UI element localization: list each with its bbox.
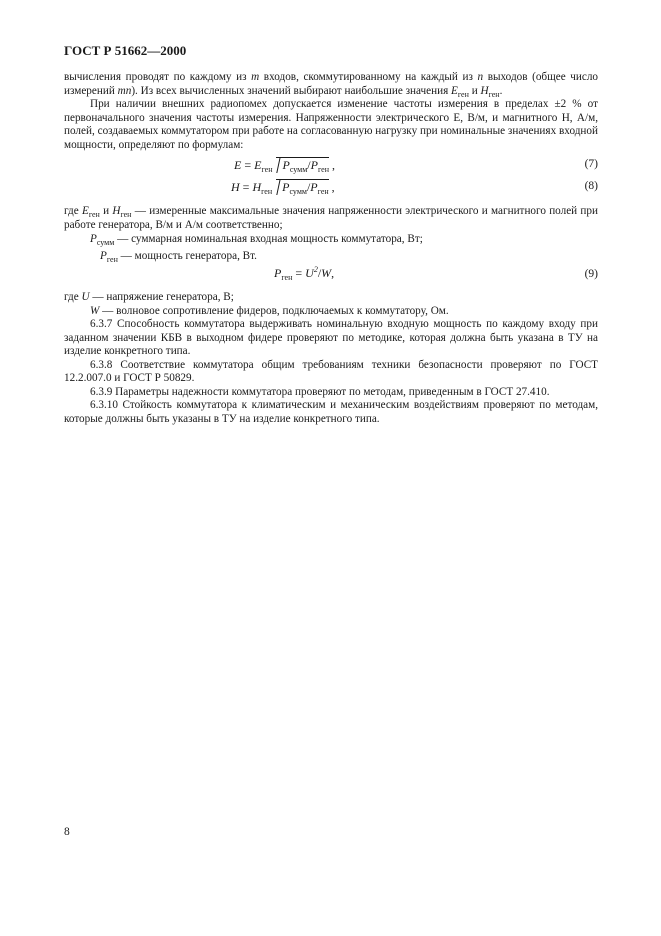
formula-7	[234, 157, 335, 173]
section-6-3-8: 6.3.8 Соответствие коммутатора общим требованиям техники безопасности проверяют по ГОСТ 12.2.007.0 и ГОСТ Р 50829.	[64, 358, 598, 384]
equation-number-9: (9)	[584, 268, 598, 280]
document-header: ГОСТ Р 51662—2000	[64, 43, 187, 58]
formula-tail: ,	[328, 180, 335, 194]
section-6-3-9: 6.3.9 Параметры надежности коммутатора проверяют по методам, приведенным в ГОСТ 27.410.	[90, 385, 550, 398]
subscript-gen: ген	[457, 89, 469, 99]
def-p-gen	[64, 250, 598, 264]
page-number: 8	[64, 826, 70, 838]
var-e: E	[451, 84, 458, 97]
formula-sub: ген	[261, 165, 273, 174]
sqrt-icon	[276, 179, 329, 194]
equals-sign: =	[239, 180, 253, 194]
var-p: P	[100, 249, 107, 262]
formula-num: P	[282, 180, 290, 194]
text-run: — волновое сопротивление фидеров, подключаемых к коммутатору, Ом.	[99, 304, 449, 317]
subscript-gen: ген	[106, 254, 118, 264]
formula-num-sub: сумм	[289, 187, 307, 196]
text-run: — суммарная номинальная входная мощность коммутатора, Вт;	[114, 233, 423, 245]
formula-sub: ген	[281, 273, 293, 282]
formula-tail: ,	[329, 158, 335, 172]
equals-sign: =	[292, 266, 306, 280]
sqrt-icon	[276, 157, 329, 172]
where-e-h	[64, 205, 598, 232]
text-run: и	[468, 84, 481, 97]
formula-den-sub: ген	[317, 165, 329, 174]
text-run: выходов (общее число измерений	[64, 71, 599, 97]
text-run: где	[64, 205, 82, 217]
slash: /	[307, 158, 311, 172]
formula-den: P	[310, 180, 318, 194]
slash: /	[306, 180, 311, 194]
text-run: где	[64, 291, 82, 303]
formula-sub: ген	[261, 187, 273, 196]
formula-den: P	[310, 158, 318, 172]
text-run: ). Из всех вычисленных значений выбирают наибольшие значения	[131, 84, 452, 97]
paragraph-text	[64, 71, 598, 98]
formula-8	[231, 179, 335, 195]
var-p: P	[90, 233, 97, 245]
equation-number-7: (7)	[584, 158, 598, 170]
definitions-block-1	[64, 205, 598, 263]
var-n: n	[477, 71, 484, 83]
formula-num: P	[282, 158, 290, 172]
formula-lhs: E	[234, 158, 242, 172]
formula-tail: ,	[331, 266, 335, 280]
var-h: H	[480, 84, 489, 97]
var-u: U	[81, 291, 90, 303]
formula-den-sub: ген	[317, 187, 329, 196]
formula-lhs: H	[231, 180, 240, 194]
paragraph-interference: При наличии внешних радиопомех допускается изменение частоты измерения в пределах ±2 % от первоначального значения частоты измерения. Напряженности электрического E, В/м, и магнитного H, А/м, полей, создаваемых коммутатором при работе на согласованную нагрузку при номинальные значениях входной мощности, определяют по формулам:	[64, 98, 598, 151]
text-run: входов, скоммутированному на каждый из	[259, 71, 478, 83]
section-6-3-10: 6.3.10 Стойкость коммутатора к климатическим и механическим воздействиям проверяют по методам, которые должны быть указаны в ТУ на изделие конкретного типа.	[64, 399, 598, 425]
definitions-block-2	[64, 291, 598, 426]
formula-var: H	[252, 180, 262, 194]
text-run: — напряжение генератора, В;	[89, 291, 234, 303]
subscript-sum: сумм	[96, 238, 115, 247]
text-run: — мощность генератора, Вт.	[117, 249, 257, 262]
slash: /	[317, 266, 322, 280]
formula-lhs: P	[274, 266, 282, 280]
where-u	[64, 291, 598, 305]
equation-number-8: (8)	[584, 180, 598, 192]
formula-var: W	[321, 266, 332, 280]
equals-sign: =	[241, 158, 255, 172]
def-w	[64, 305, 598, 319]
var-w: W	[90, 304, 100, 317]
formula-num-sub: сумм	[289, 165, 308, 174]
formula-var: U	[305, 266, 314, 280]
text-run: и	[99, 205, 113, 217]
subscript-gen: ген	[488, 89, 500, 99]
var-mn: mn	[117, 84, 132, 97]
var-h: H	[112, 205, 121, 217]
formula-var: E	[254, 158, 262, 172]
subscript-gen: ген	[120, 210, 132, 219]
text-run: — измеренные максимальные значения напряженности электрического и магнитного полей при работе генератора, В/м и А/м соответственно;	[64, 205, 598, 231]
text-run: вычисления проводят по каждому из	[64, 71, 252, 83]
paragraph-measurement-calc	[64, 71, 598, 152]
var-e: E	[81, 205, 89, 217]
def-p-sum	[64, 233, 598, 247]
var-m: m	[251, 71, 260, 83]
text-run: .	[499, 84, 503, 97]
formula-9	[274, 266, 334, 281]
formula-sup: 2	[313, 265, 318, 274]
section-6-3-7: 6.3.7 Способность коммутатора выдерживать номинальную входную мощность по каждому входу при заданном значении КБВ в выходном фидере проверяют по методике, которая должна быть указана в ТУ на изделие конкретного типа.	[64, 318, 598, 357]
subscript-gen: ген	[88, 210, 100, 219]
